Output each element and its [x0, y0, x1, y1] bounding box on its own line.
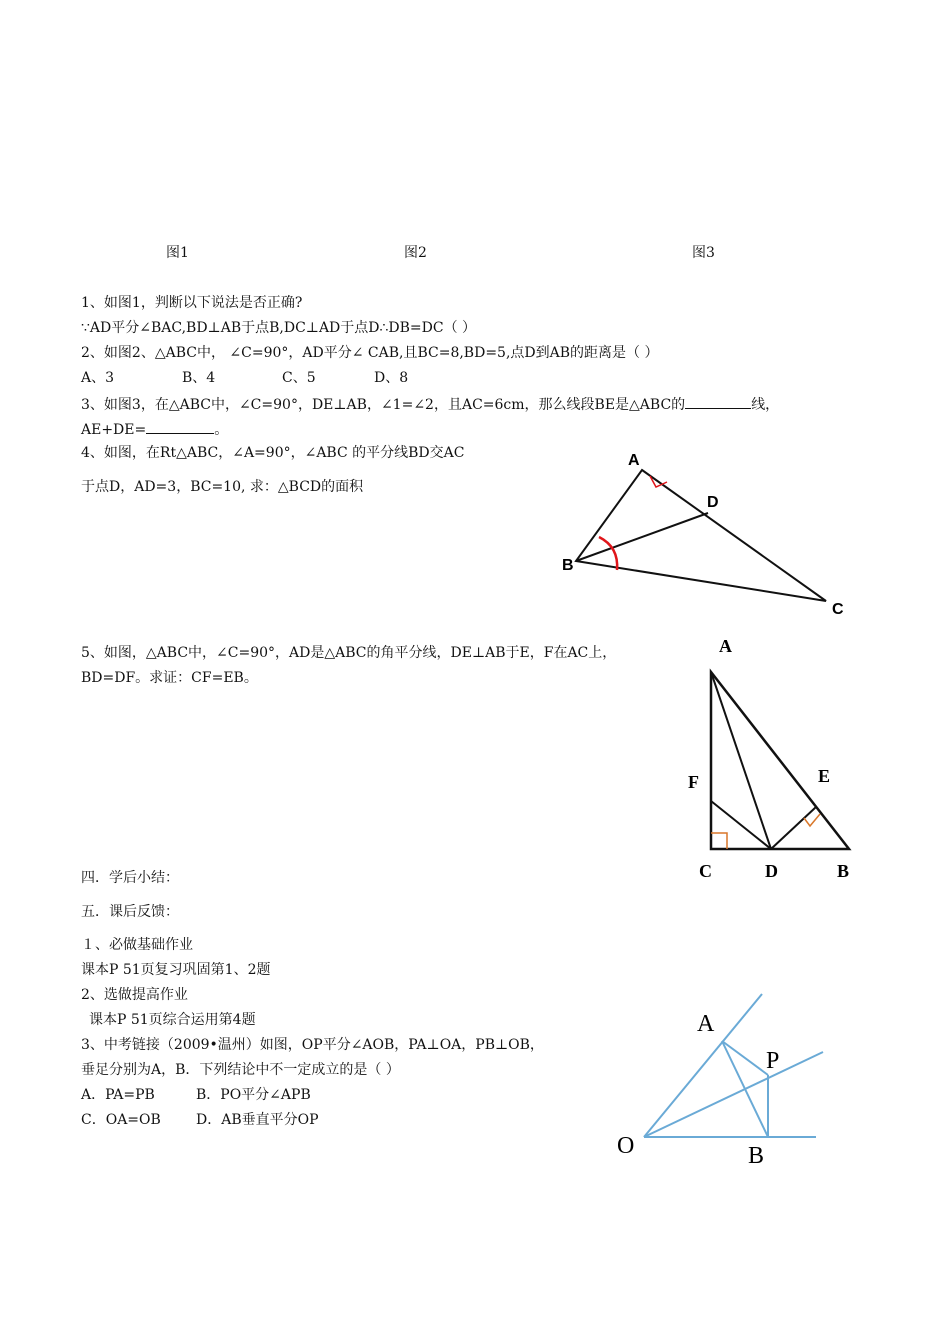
- q5-line2: BD=DF。求证：CF=EB。: [81, 670, 258, 686]
- q3-line2-text: AE+DE=: [81, 422, 147, 438]
- segment-ab: [722, 1041, 768, 1137]
- q5-label-f: F: [688, 772, 699, 792]
- q2-option-a: A、3: [81, 370, 115, 386]
- q3-line2-end: 。: [214, 422, 229, 438]
- q5-label-e: E: [818, 766, 831, 786]
- q4-label-a: A: [628, 452, 640, 469]
- q4-label-c: C: [832, 601, 844, 618]
- q2-option-b: B、4: [182, 370, 216, 386]
- homework-option-d: D．AB垂直平分OP: [196, 1112, 319, 1128]
- figure-caption-3: 图3: [692, 245, 715, 261]
- q2-option-c: C、5: [282, 370, 316, 386]
- homework-item1-text: 课本P 51页复习巩固第1、2题: [81, 962, 271, 978]
- q4-line2: 于点D，AD=3，BC=10, 求：△BCD的面积: [81, 479, 364, 495]
- label-b: B: [748, 1143, 765, 1169]
- q4-label-b: B: [562, 557, 574, 574]
- section-feedback: 五．课后反馈：: [81, 904, 179, 920]
- q4-line1: 4、如图，在Rt△ABC，∠A=90°，∠ABC 的平分线BD交AC: [81, 445, 465, 461]
- label-o: O: [617, 1133, 635, 1159]
- section-summary: 四．学后小结：: [81, 870, 179, 886]
- label-a: A: [697, 1011, 715, 1037]
- homework-option-c: C．OA=OB: [81, 1112, 161, 1128]
- q5-label-d: D: [765, 861, 778, 881]
- homework-item2-title: 2、选做提高作业: [81, 987, 188, 1003]
- label-p: P: [766, 1048, 780, 1074]
- q4-label-d: D: [707, 494, 719, 511]
- q5-line1: 5、如图，△ABC中，∠C=90°，AD是△ABC的角平分线，DE⊥AB于E，F在AC上，: [81, 645, 617, 661]
- homework-option-a: A．PA=PB: [81, 1087, 155, 1103]
- figure-caption-1: 图1: [166, 245, 189, 261]
- q1-line2: ∵AD平分∠BAC,BD⊥AB于点B,DC⊥AD于点D∴DB=DC（ ）: [81, 320, 477, 336]
- homework-option-b: B．PO平分∠APB: [196, 1087, 311, 1103]
- homework-item1-title: １、必做基础作业: [81, 937, 193, 953]
- q5-label-c: C: [699, 861, 712, 881]
- q3-line1-text: 3、如图3，在△ABC中，∠C=90°，DE⊥AB，∠1=∠2，且AC=6cm，那么线段BE是△ABC的: [81, 397, 686, 413]
- q5-label-a: A: [719, 636, 732, 656]
- homework-item2-text: 课本P 51页综合运用第4题: [89, 1012, 256, 1028]
- figure-caption-2: 图2: [404, 245, 427, 261]
- q3-line1-end: 线，: [751, 397, 780, 413]
- homework-item3-line1: 3、中考链接（2009•温州）如图，OP平分∠AOB，PA⊥OA，PB⊥OB，: [81, 1037, 544, 1053]
- segment-pa: [722, 1041, 768, 1075]
- q2-line1: 2、如图2、△ABC中， ∠C=90°，AD平分∠ CAB,且BC=8,BD=5,点D到AB的距离是（ ）: [81, 345, 659, 361]
- q2-option-d: D、8: [374, 370, 409, 386]
- homework-item3-line2: 垂足分别为A，B．下列结论中不一定成立的是（ ）: [81, 1062, 400, 1078]
- q1-line1: 1、如图1，判断以下说法是否正确?: [81, 295, 303, 311]
- q5-label-b: B: [837, 861, 850, 881]
